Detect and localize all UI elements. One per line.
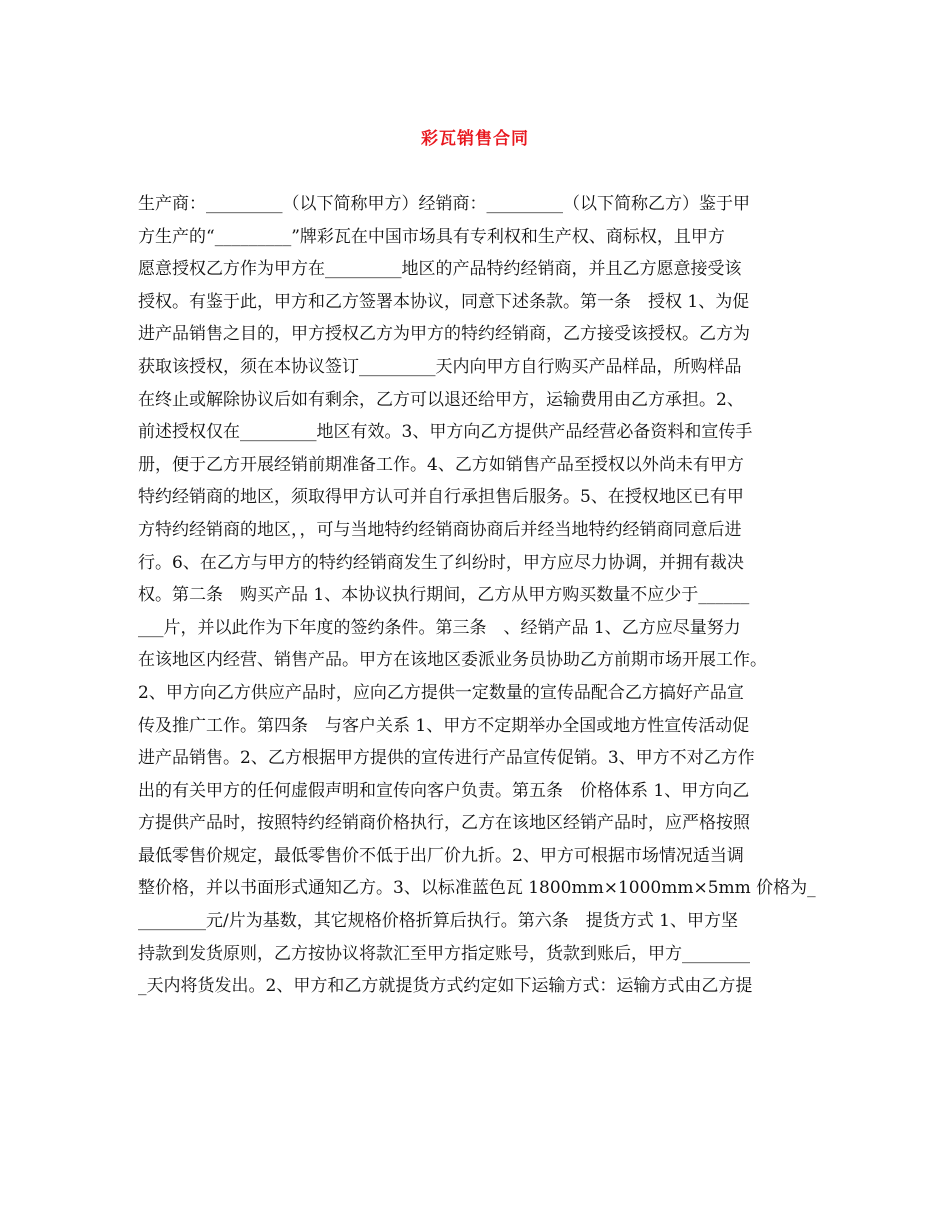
body-line: 2、甲方向乙方供应产品时，应向乙方提供一定数量的宣传品配合乙方搞好产品宣: [138, 682, 744, 703]
body-line: 在终止或解除协议后如有剩余，乙方可以退还给甲方，运输费用由乙方承担。2、: [138, 389, 744, 410]
body-line: ___片，并以此作为下年度的签约条件。第三条 、经销产品 1、乙方应尽量努力: [138, 617, 741, 638]
body-line: 最低零售价规定，最低零售价不低于出厂价九折。2、甲方可根据市场情况适当调: [138, 845, 744, 866]
body-line: 获取该授权，须在本协议签订_________天内向甲方自行购买产品样品，所购样品: [138, 356, 742, 377]
body-line: 方生产的“_________”牌彩瓦在中国市场具有专利权和生产权、商标权，且甲方: [138, 226, 725, 247]
body-line: 愿意授权乙方作为甲方在_________地区的产品特约经销商，并且乙方愿意接受该: [138, 259, 742, 280]
body-line: 权。第二条 购买产品 1、本协议执行期间，乙方从甲方购买数量不应少于______: [138, 585, 750, 606]
contract-body: [138, 188, 838, 1003]
body-line: 册，便于乙方开展经销前期准备工作。4、乙方如销售产品至授权以外尚未有甲方: [138, 454, 744, 475]
body-line: 进产品销售。2、乙方根据甲方提供的宣传进行产品宣传促销。3、甲方不对乙方作: [138, 748, 755, 769]
body-line: _天内将货发出。2、甲方和乙方就提货方式约定如下运输方式：运输方式由乙方提: [138, 976, 753, 997]
body-line: 生产商：_________（以下简称甲方）经销商：_________（以下简称乙方）鉴于甲: [138, 194, 750, 214]
body-line: 传及推广工作。第四条 与客户关系 1、甲方不定期举办全国或地方性宣传活动促: [138, 715, 750, 736]
body-line: 出的有关甲方的任何虚假声明和宣传向客户负责。第五条 价格体系 1、甲方向乙: [138, 780, 750, 801]
body-line: 进产品销售之目的，甲方授权乙方为甲方的特约经销商，乙方接受该授权。乙方为: [138, 324, 750, 345]
body-line: 方特约经销商的地区，，可与当地特约经销商协商后并经当地特约经销商同意后进: [138, 519, 742, 540]
body-line: 前述授权仅在_________地区有效。3、甲方向乙方提供产品经营必备资料和宣传手: [138, 422, 753, 443]
body-line: 整价格，并以书面形式通知乙方。3、以标准蓝色瓦 1800mm×1000mm×5mm 价格为_: [138, 878, 816, 899]
body-line: ________元/片为基数，其它规格价格折算后执行。第六条 提货方式 1、甲方坚: [138, 911, 738, 932]
body-line: 行。6、在乙方与甲方的特约经销商发生了纠纷时，甲方应尽力协调，并拥有裁决: [138, 552, 744, 573]
body-line: 方提供产品时，按照特约经销商价格执行，乙方在该地区经销产品时，应严格按照: [138, 813, 750, 834]
body-line: 在该地区内经营、销售产品。甲方在该地区委派业务员协助乙方前期市场开展工作。: [138, 650, 767, 671]
body-line: 授权。有鉴于此，甲方和乙方签署本协议，同意下述条款。第一条 授权 1、为促: [138, 291, 750, 312]
document-title: 彩瓦销售合同: [421, 129, 529, 149]
body-line: 特约经销商的地区，须取得甲方认可并自行承担售后服务。5、在授权地区已有甲: [138, 487, 744, 508]
body-line: 持款到发货原则，乙方按协议将款汇至甲方指定账号，货款到账后，甲方________: [138, 943, 750, 964]
